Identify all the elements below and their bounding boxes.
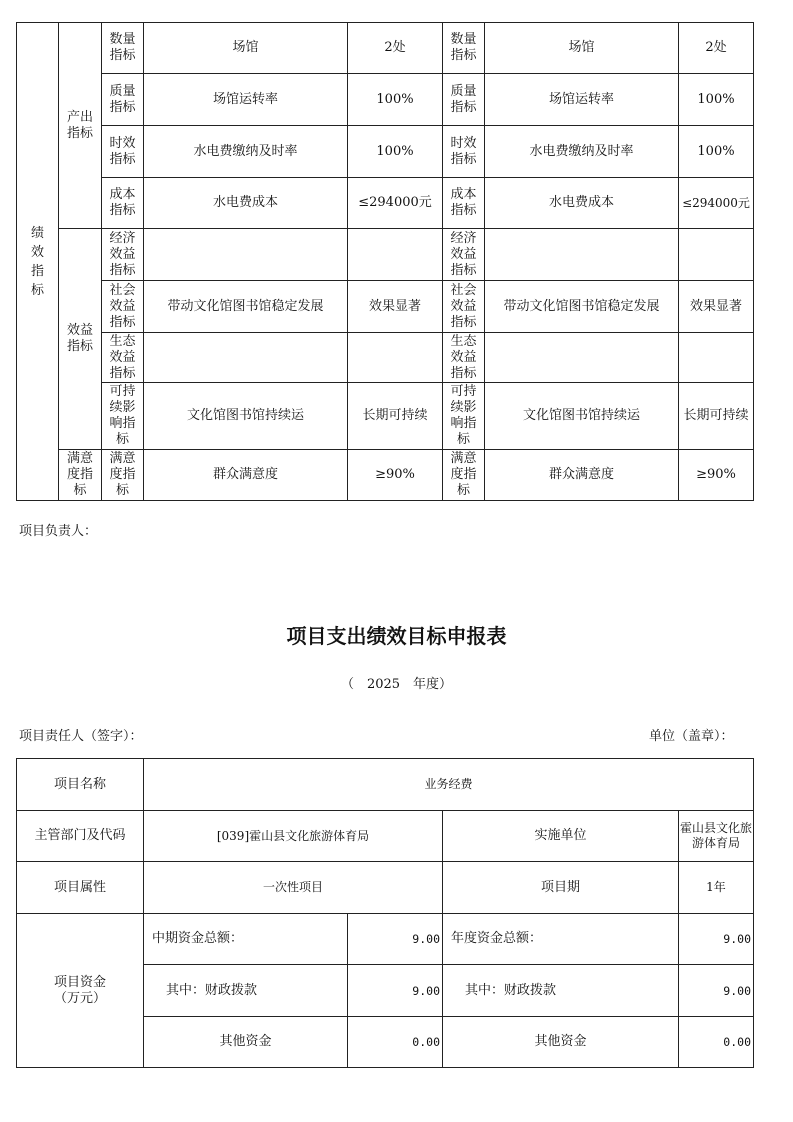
perf-value-left: 效果显著 [347,280,443,333]
perf-value-right: ≥90% [678,449,754,501]
perf-name-left: 水电费成本 [143,177,348,229]
perf-sub-label: 经济效益指标 [101,228,144,281]
perf-value-right: 效果显著 [678,280,754,333]
other-funds-value-mid: 0.00 [347,1016,443,1068]
perf-name-right: 场馆 [484,22,679,74]
fiscal-allocation-value-mid: 9.00 [347,964,443,1017]
perf-sub-label: 数量指标 [101,22,144,74]
perf-name-right: 文化馆图书馆持续运 [484,382,679,450]
other-funds-label-annual: 其他资金 [442,1016,679,1068]
perf-value-right: 2处 [678,22,754,74]
perf-sub-label-right: 时效指标 [442,125,485,178]
perf-value-right: 100% [678,125,754,178]
project-funds-label: 项目资金（万元） [16,913,144,1068]
perf-name-left: 水电费缴纳及时率 [143,125,348,178]
perf-sub-label-right: 经济效益指标 [442,228,485,281]
perf-sub-label: 满意度指标 [101,449,144,501]
perf-sub-label-right: 质量指标 [442,73,485,126]
fiscal-allocation-label-annual: 其中：财政拨款 [442,964,679,1017]
perf-name-right: 带动文化馆图书馆稳定发展 [484,280,679,333]
output-group-label: 产出指标 [58,22,102,229]
perf-name-left: 场馆运转率 [143,73,348,126]
perf-value-left: 100% [347,125,443,178]
perf-sub-label: 成本指标 [101,177,144,229]
benefit-group-label: 效益指标 [58,228,102,450]
perf-value-left [347,228,443,281]
project-name-value: 业务经费 [143,758,754,811]
perf-value-left [347,332,443,383]
perf-value-right [678,332,754,383]
form-title: 项目支出绩效目标申报表 [286,624,507,648]
perf-value-left: 长期可持续 [347,382,443,450]
responsible-signature-label: 项目责任人（签字）： [19,729,143,744]
project-attribute-label: 项目属性 [16,861,144,914]
annual-total-label: 年度资金总额： [442,913,679,965]
perf-sub-label-right: 成本指标 [442,177,485,229]
implementing-unit-value: 霍山县文化旅游体育局 [678,810,754,862]
perf-value-left: ≤294000元 [347,177,443,229]
perf-sub-label-right: 社会效益指标 [442,280,485,333]
perf-value-left: ≥90% [347,449,443,501]
satisfaction-group-label: 满意度指标 [58,449,102,501]
project-period-label: 项目期 [442,861,679,914]
unit-seal-label: 单位（盖章）： [649,729,734,744]
perf-sub-label-right: 可持续影响指标 [442,382,485,450]
perf-value-right: 长期可持续 [678,382,754,450]
perf-sub-label-right: 满意度指标 [442,449,485,501]
perf-col-label: 绩效指标 [16,22,59,501]
other-funds-label-mid: 其他资金 [143,1016,348,1068]
department-label: 主管部门及代码 [16,810,144,862]
perf-sub-label: 生态效益指标 [101,332,144,383]
perf-name-right: 场馆运转率 [484,73,679,126]
perf-sub-label: 可持续影响指标 [101,382,144,450]
perf-sub-label-right: 数量指标 [442,22,485,74]
perf-name-left: 文化馆图书馆持续运 [143,382,348,450]
project-period-value: 1年 [678,861,754,914]
perf-sub-label-right: 生态效益指标 [442,332,485,383]
perf-name-left: 群众满意度 [143,449,348,501]
mid-term-total-value: 9.00 [347,913,443,965]
perf-value-right: ≤294000元 [678,177,754,229]
annual-total-value: 9.00 [678,913,754,965]
department-value: [039]霍山县文化旅游体育局 [143,810,443,862]
perf-name-right [484,332,679,383]
perf-name-left: 带动文化馆图书馆稳定发展 [143,280,348,333]
perf-value-left: 100% [347,73,443,126]
project-name-label: 项目名称 [16,758,144,811]
perf-name-left [143,332,348,383]
perf-sub-label: 质量指标 [101,73,144,126]
perf-name-left: 场馆 [143,22,348,74]
implementing-unit-label: 实施单位 [442,810,679,862]
perf-name-right: 水电费成本 [484,177,679,229]
project-attribute-value: 一次性项目 [143,861,443,914]
form-year: （ 2025 年度） [340,677,453,692]
perf-name-left [143,228,348,281]
fiscal-allocation-value-annual: 9.00 [678,964,754,1017]
perf-value-left: 2处 [347,22,443,74]
perf-name-right: 群众满意度 [484,449,679,501]
perf-name-right [484,228,679,281]
other-funds-value-annual: 0.00 [678,1016,754,1068]
perf-name-right: 水电费缴纳及时率 [484,125,679,178]
perf-value-right [678,228,754,281]
project-owner-label: 项目负责人： [19,524,98,539]
mid-term-total-label: 中期资金总额： [143,913,348,965]
perf-sub-label: 时效指标 [101,125,144,178]
perf-sub-label: 社会效益指标 [101,280,144,333]
fiscal-allocation-label-mid: 其中：财政拨款 [143,964,348,1017]
perf-value-right: 100% [678,73,754,126]
